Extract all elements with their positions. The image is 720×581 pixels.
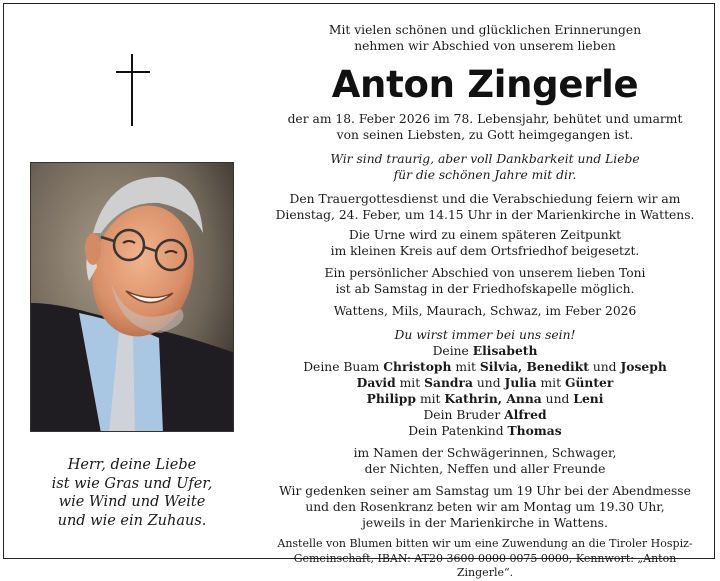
verse-line: und wie ein Zuhaus. bbox=[57, 512, 207, 529]
verse-line: Herr, deine Liebe bbox=[67, 457, 197, 473]
family-brother: Dein Bruder Alfred bbox=[423, 407, 547, 422]
death-line: von seinen Liebsten, zu Gott heimgegangen ist. bbox=[336, 128, 634, 142]
intro-line: Mit vielen schönen und glücklichen Erinnerungen bbox=[328, 23, 642, 37]
obituary-card bbox=[3, 3, 715, 579]
family-godchild: Dein Patenkind Thomas bbox=[408, 423, 562, 438]
deceased-name: Anton Zingerle bbox=[331, 63, 639, 106]
farewell-line: Ein persönlicher Abschied von unserem lieben Toni bbox=[324, 266, 646, 280]
verse-line: ist wie Gras und Ufer, bbox=[51, 475, 213, 492]
family-sons: Deine Buam Christoph mit Silvia, Benedikt und Joseph bbox=[303, 359, 667, 374]
donation-line: Anstelle von Blumen bitten wir um eine Zuwendung an die Tiroler Hospiz- bbox=[277, 537, 693, 550]
sad-line: Wir sind traurig, aber voll Dankbarkeit und Liebe bbox=[330, 152, 640, 166]
always-line: Du wirst immer bei uns sein! bbox=[394, 328, 576, 342]
mass-line: jeweils in der Marienkirche in Wattens. bbox=[362, 516, 608, 530]
family-wife: Deine Elisabeth bbox=[432, 343, 538, 358]
service-line: Den Trauergottesdienst und die Verabschiedung feiern wir am bbox=[289, 192, 681, 206]
obituary-text bbox=[272, 22, 698, 581]
family-philipp: Philipp mit Kathrin, Anna und Leni bbox=[366, 391, 604, 406]
relatives-line: im Namen der Schwägerinnen, Schwager, bbox=[353, 446, 617, 460]
urn-line: im kleinen Kreis auf dem Ortsfriedhof beigesetzt. bbox=[330, 244, 640, 258]
donation-line: Gemeinschaft, IBAN: AT20 3600 0000 0075 0000, Kennwort: „Anton Zingerle“. bbox=[293, 551, 677, 579]
mass-line: Wir gedenken seiner am Samstag um 19 Uhr bei der Abendmesse bbox=[279, 484, 691, 498]
family-david: David mit Sandra und Julia mit Günter bbox=[356, 375, 614, 390]
death-line: der am 18. Feber 2026 im 78. Lebensjahr, behütet und umarmt bbox=[287, 112, 683, 126]
relatives-line: der Nichten, Neffen und aller Freunde bbox=[364, 462, 606, 476]
place-date: Wattens, Mils, Maurach, Schwaz, im Feber 2026 bbox=[333, 304, 637, 318]
intro-line: nehmen wir Abschied von unserem lieben bbox=[354, 39, 616, 53]
verse-quote bbox=[30, 456, 234, 530]
service-line: Dienstag, 24. Feber, um 14.15 Uhr in der Marienkirche in Wattens. bbox=[275, 208, 695, 222]
verse-line: wie Wind und Weite bbox=[58, 494, 206, 510]
urn-line: Die Urne wird zu einem späteren Zeitpunkt bbox=[348, 228, 622, 242]
portrait-photo bbox=[30, 162, 234, 432]
cross-icon bbox=[116, 54, 150, 126]
farewell-line: ist ab Samstag in der Friedhofskapelle möglich. bbox=[335, 282, 635, 296]
sad-line: für die schönen Jahre mit dir. bbox=[393, 168, 577, 182]
mass-line: und den Rosenkranz beten wir am Montag um 19.30 Uhr, bbox=[305, 500, 665, 514]
